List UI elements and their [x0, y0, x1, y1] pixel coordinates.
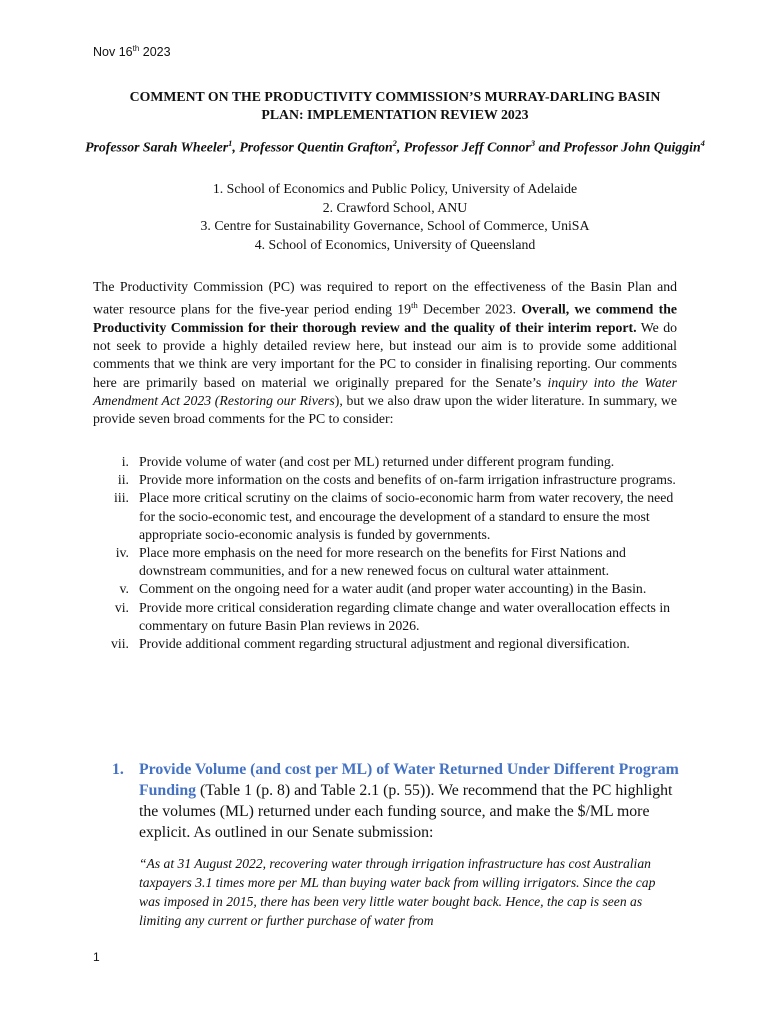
list-item: vii. Provide additional comment regarding structural adjustment and regional diversification.	[110, 636, 630, 652]
affiliation-item: 3. Centre for Sustainability Governance, School of Commerce, UniSA	[200, 218, 590, 233]
author-list: Professor Sarah Wheeler$^1$, Professor Quentin Grafton$^2$, Professor Jeff Connor$^3$ and Professor John Quiggin$^4$	[85, 138, 705, 155]
list-item: iv. Place more emphasis on the need for more research on the benefits for First Nations and downstream communities, and for a new renewed focus on cultural water attainment.	[115, 545, 626, 579]
block-quote: “As at 31 August 2022, recovering water through irrigation infrastructure has cost Australian taxpayers 3.1 times more per ML than buying water back from willing irrigators. Since the cap was imposed in 2015, there has been very little water bought back. Hence, the cap is seen as limiting any current or further purchase of water from	[139, 856, 656, 928]
recommendation-list	[93, 453, 683, 653]
list-item: vi. Provide more critical consideration regarding climate change and water overallocation effects in commentary on future Basin Plan reviews in 2026.	[114, 599, 671, 633]
affiliation-item: 4. School of Economics, University of Queensland	[254, 236, 536, 252]
list-item: ii. Provide more information on the costs and benefits of on-farm irrigation infrastructure programs.	[117, 472, 676, 488]
inquiry-title: inquiry into the Water Amendment Act 2023 (Restoring our Rivers	[93, 374, 677, 408]
affiliation-item: 1. School of Economics and Public Policy, University of Adelaide	[212, 181, 578, 196]
page-number: 1	[93, 950, 100, 964]
list-item: iii. Place more critical scrutiny on the claims of socio-economic harm from water recovery, the need for the socio-economic test, and encourage the development of a standard to ensure the most appropriate socio-economic analysis is funded by governments.	[114, 490, 674, 542]
section-number: 1.	[112, 761, 124, 778]
list-item: i. Provide volume of water (and cost per ML) returned under different program funding.	[121, 454, 615, 469]
section-body: Provide Volume (and cost per ML) of Water Returned Under Different Program Funding (Table 1 (p. 8) and Table 2.1 (p. 55)). We recommend that the PC highlight the volumes (ML) returned under each funding source, and make the $/ML more explicit. As outlined in our Senate submission:	[139, 761, 679, 841]
section-1	[112, 759, 682, 843]
affiliation-list	[80, 180, 710, 254]
intro-bold-statement: Overall, we commend the Productivity Commission for their thorough review and the quality of their interim report.	[93, 301, 678, 335]
section-heading: Provide Volume (and cost per ML) of Water Returned Under Different Program Funding	[139, 761, 679, 799]
affiliation-item: 2. Crawford School, ANU	[322, 199, 468, 215]
list-item: v. Comment on the ongoing need for a water audit (and proper water accounting) in the Basin.	[119, 581, 647, 597]
title-line-2: PLAN: IMPLEMENTATION REVIEW 2023	[261, 107, 529, 122]
document-title	[80, 88, 710, 124]
document-date: Nov 16th 2023	[93, 44, 171, 60]
title-line-1: COMMENT ON THE PRODUCTIVITY COMMISSION’S MURRAY-DARLING BASIN	[129, 89, 661, 104]
intro-paragraph: The Productivity Commission (PC) was required to report on the effectiveness of the Basin Plan and water resource plans for the five-year period ending 19th December 2023. Overall, we commend the Productivity Commission for their thorough review and the quality of their interim report. We do not seek to provide a highly detailed review here, but instead our aim is to provide some additional comments that we think are very important for the PC to consider in finalising reporting. Our comments here are primarily based on material we originally prepared for the Senate’s inquiry into the Water Amendment Act 2023 (Restoring our Rivers), but we also draw upon the wider literature. In summary, we provide seven broad comments for the PC to consider:	[93, 279, 678, 427]
